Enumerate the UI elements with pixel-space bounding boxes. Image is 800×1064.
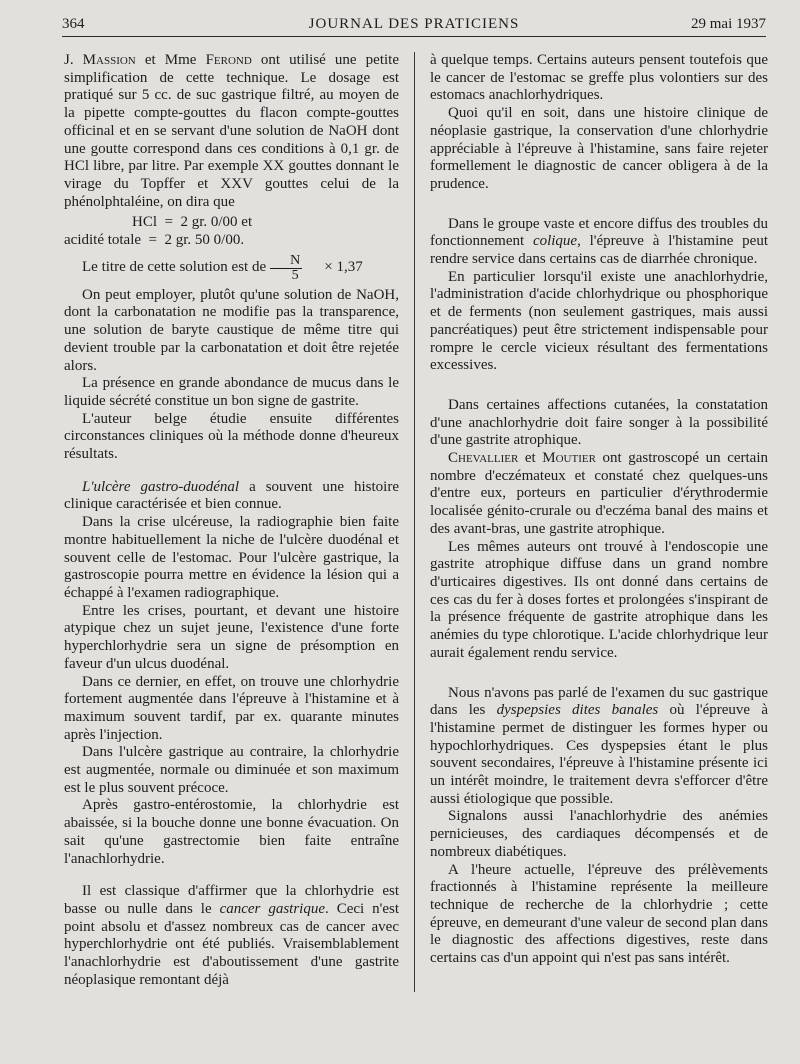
paragraph: Signalons aussi l'anachlorhydrie des anémies pernicieuses, des cardiaques décompensés et de nombreux diabétiques. [430,808,768,860]
page-number: 364 [62,16,85,32]
issue-date: 29 mai 1937 [691,16,766,32]
paragraph: La présence en grande abondance de mucus dans le liquide sécrété constitue un bon signe de gastrite. [64,375,399,409]
paragraph: A l'heure actuelle, l'épreuve des prélèvements fractionnés à l'histamine représente la meilleure technique de recherche de la chlorhydrie ; cette épreuve, en demeurant d'une valeur de second plan dans le diagnostic des affections digestives, reste dans certains cas d'un appoint qui n'est pas sans intérêt. [430,861,768,967]
fraction-denominator: 5 [291,267,299,283]
paragraph: Dans l'ulcère gastrique au contraire, la chlorhydrie est augmentée, normale ou diminuée et son maximum est le plus souvent précoce. [64,744,399,796]
paragraph: L'ulcère gastro-duodénal a souvent une histoire clinique caractérisée et bien connue. [64,478,399,513]
author-name: Ferond [205,52,252,68]
paragraph: à quelque temps. Certains auteurs pensent toutefois que le cancer de l'estomac se greffe plus volontiers sur des estomacs anachlorhydriques. [430,52,768,104]
right-column [430,52,768,968]
paragraph: Entre les crises, pourtant, et devant une histoire atypique chez un sujet jeune, l'existence d'une forte hyperchlorhydrie sera un signe de présomption en faveur d'un ulcus duodénal. [64,602,399,672]
formula-line: HCl = 2 gr. 0/00 et [132,214,253,231]
paragraph: L'auteur belge étudie ensuite différentes circonstances cliniques où la méthode donne d'heureux résultats. [64,410,399,463]
paragraph: Les mêmes auteurs ont trouvé à l'endoscopie une gastrite atrophique diffuse dans un grand nombre d'urticaires digestives. Ils ont donné dans certains de ces cas du fer à doses fortes et prolongées s'inspirant de la présence fréquente de gastrite atrophique dans les anémies du type chlorotique. L'acide chlorhydrique leur aurait également rendu service. [430,538,768,661]
paragraph: Dans ce dernier, en effet, on trouve une chlorhydrie fortement augmentée dans l'épreuve à l'histamine et à maximum souvent tardif, par ex. quarante minutes après l'injection. [64,673,399,743]
author-name: Moutier [542,450,596,467]
column-divider [414,52,415,992]
journal-title: JOURNAL DES PRATICIENS [308,16,520,32]
paragraph: Nous n'avons pas parlé de l'examen du suc gastrique dans les dyspepsies dites banales où l'épreuve à l'histamine permet de distinguer les formes hyper ou hypochlorhydriques. Ces dyspepsies étant le plus souvent secondaires, l'épreuve à l'histamine présente ici un intérêt moindre, le traitement devra s'efforcer d'être aussi étiologique que possible. [430,684,768,807]
running-header [62,14,766,37]
formula-block [64,214,399,249]
left-column [64,52,399,989]
paragraph: En particulier lorsqu'il existe une anachlorhydrie, l'administration d'acide chlorhydrique ou phosphorique et de ferments (non seulement gastriques, mais aussi pancréatiques) peut être strictement indispensable pour rompre le cercle vicieux résultant des fermentations excessives. [430,268,768,374]
fraction-numerator: N [270,254,302,269]
paragraph: Après gastro-entérostomie, la chlorhydrie est abaissée, si la bouche donne une bonne évacuation. On sait qu'une gastrectomie bien faite entraîne l'anachlorhydrie. [64,797,399,867]
paragraph: Il est classique d'affirmer que la chlorhydrie est basse ou nulle dans le cancer gastrique. Ceci n'est point absolu et d'assez nombreux cas de cancer avec hyperchlorhydrie ont été publiés. Vraisemblablement l'anachlorhydrie est d'aboutissement d'une gastrite néoplasique remontant déjà [64,883,400,988]
paragraph: Dans la crise ulcéreuse, la radiographie bien faite montre habituellement la niche de l'ulcère duodénal et souvent celle de l'estomac. Pour l'ulcère gastrique, la gastroscopie pourra mettre en évidence la lésion qui a échappé à l'examen radiographique. [64,514,399,601]
paragraph: Quoi qu'il en soit, dans une histoire clinique de néoplasie gastrique, la conservation d'une chlorhydrie appréciable à l'épreuve à l'histamine, sans faire rejeter formellement le diagnostic de cancer obligera à de la prudence. [430,105,768,192]
paragraph: Dans certaines affections cutanées, la constatation d'une anachlorhydrie doit faire songer à la possibilité d'une gastrite atrophique. [430,396,768,449]
paragraph: J. Massion et Mme Ferond ont utilisé une petite simplification de cette technique. Le dosage est pratiqué sur 5 cc. de suc gastrique filtré, au moyen de la pipette compte-gouttes du flacon compte-gouttes officinal et en se servant d'une solution de NaOH dont une goutte correspond dans ces conditions à 0,1 gr. de HCl libre, par litre. Par exemple XX gouttes donnant le virage du Topffer et XXV gouttes celui de la phénolphtaléine, on dira que [64,52,400,210]
paragraph: Chevallier et Moutier ont gastroscopé un certain nombre d'eczémateux et constaté chez quelques-uns d'entre eux, porteurs en particulier d'érythrodermie localisée génito-crurale ou d'eczéma banal des mains et des avant-bras, une gastrite atrophique. [430,450,768,537]
paragraph: On peut employer, plutôt qu'une solution de NaOH, dont la carbonatation ne modifie pas la transparence, une solution de baryte caustique de même titre qui devient trouble par la carbonatation et doit être rejetée alors. [64,286,399,374]
formula-line: acidité totale = 2 gr. 50 0/00. [64,232,245,249]
fraction [270,254,302,283]
solution-titer: Le titre de cette solution est de $\frac{N}{5}$ × 1,37 [82,252,363,283]
author-name: Chevallier [448,450,519,467]
paragraph: Dans le groupe vaste et encore diffus des troubles du fonctionnement colique, l'épreuve à l'histamine peut rendre service dans certains cas de diarrhée chronique. [430,215,769,268]
author-name: J. Massion [64,52,136,68]
